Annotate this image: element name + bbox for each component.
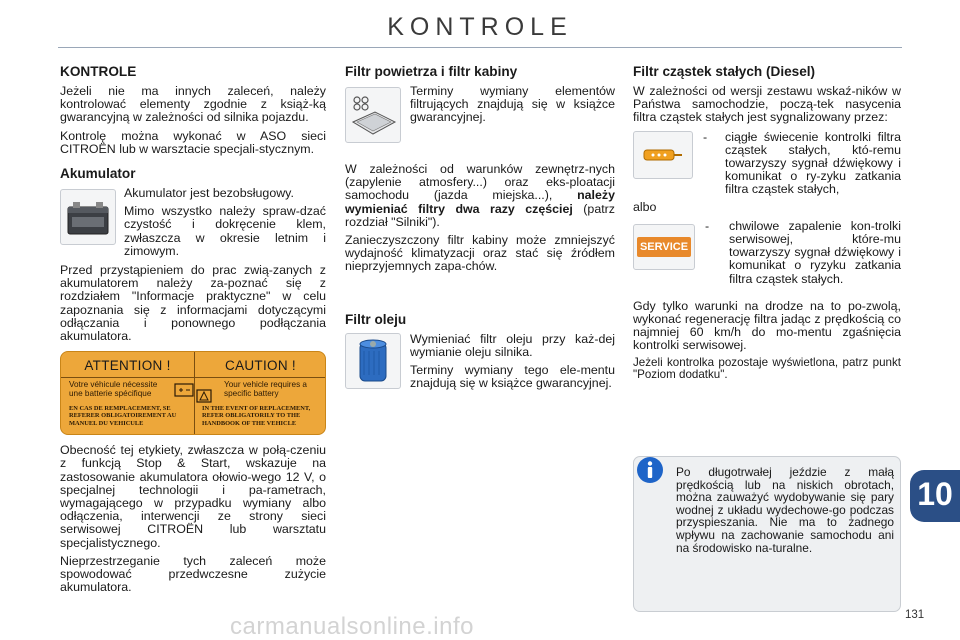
particle-filter-item-2-row [633,220,901,286]
label-left-subtitle: Votre véhicule nécessite une batterie spécifique [69,380,158,399]
section-heading-oil-filter: Filtr oleju [345,311,407,327]
particle-filter-item-1-row [633,131,901,197]
dash-1: - [703,129,708,144]
particle-filter-item-1: ciągłe świecenie kontrolki filtra cząstek stałych, któ-remu towarzyszy sygnał dźwiękowy i komunikat o ry-zyku zatkania filtra cząstek stałych, [725,129,901,197]
section-heading-air-filter: Filtr powietrza i filtr kabiny [345,64,518,79]
battery-paragraph-2: Mimo wszystko należy spraw-dzać czystość i dokręcenie klem, zwłaszcza w okresie letnim i zimowym. [124,204,326,258]
air-filter-figure-row [345,85,615,143]
battery-warning-label [60,351,326,435]
albo-text: albo [633,199,657,214]
oil-filter-paragraph-1: Wymieniać filtr oleju przy każ-dej wymianie oleju silnika. [410,331,615,359]
particle-filter-paragraph-2: Gdy tylko warunki na drodze na to po-zwolą, wykonać regenerację filtra jadąc z prędkością co najmniej 60 km/h do mo-mentu zgaśnięcia kontrolki serwisowej. [633,298,901,353]
dash-2: - [705,218,710,233]
particle-filter-item-2: chwilowe zapalenie kon-trolki serwisowej, które-mu towarzyszy sygnał dźwiękowy i komunikat o ryzyku zatkania filtra cząstek stałych. [729,218,901,286]
air-filter-paragraph-3: Zanieczyszczony filtr kabiny może zmniejszyć wydajność klimatyzacji oraz stać się źródłem nieprzyjemnych zapa-chów. [345,233,615,274]
label-right-title: CAUTION ! [225,358,296,374]
intro-paragraph-2: Kontrolę można wykonać w ASO sieci CITROËN lub w warsztacie specjali-stycznym. [60,128,326,156]
label-explanation-paragraph: Obecność tej etykiety, zwłaszcza w połą-czeniu z funkcją Stop & Start, wskazuje na zastosowanie akumulatora ołowio-wego 12 V, o specjalnej technologii i pa-rametrach, wymagającego w przypadku wymiany albo odłączenia, interwencji ze strony sieci serwisowej CITROËN lub warsztatu specjalistycznego. [60,443,326,550]
label-left-caps: EN CAS DE REMPLACEMENT, SE REFERER OBLIGATOIREMENT AU MANUEL DU VEHICULE [69,405,177,427]
particle-filter-paragraph-3: Jeżeli kontrolka pozostaje wyświetlona, patrz punkt "Poziom dodatku". [633,355,901,382]
column-3 [633,64,901,382]
header-rule [58,47,902,48]
section-heading-kontrole: KONTROLE [60,64,137,79]
info-icon [636,456,664,484]
info-text: Po długotrwałej jeździe z małą prędkością lub na niskich obrotach, można zauważyć wydobywanie się pary wodnej z układu wydechowe-go podczas przyspieszania. Nie ma to żadnego wpływu na zachowanie samochodu ani na środowisko na-turalne. [676,465,894,555]
column-2 [345,64,615,390]
page-header [0,0,960,52]
column-1 [60,64,326,594]
label-left-title: ATTENTION ! [84,358,171,374]
section-heading-particle-filter: Filtr cząstek stałych (Diesel) [633,64,816,79]
page-title: KONTROLE [387,13,573,41]
oil-filter-icon [345,333,401,389]
air-filter-icon [345,87,401,143]
battery-figure-row [60,187,326,258]
battery-symbol-icon [173,382,215,404]
battery-paragraph-3: Przed przystąpieniem do prac zwią-zanych z akumulatorem należy za-poznać się z rozdziałem "Informacje praktyczne" w celu zapoznania się z informacjami dotyczącymi odłączania i ponownego podłączania akumulatora. [60,263,326,344]
particle-filter-paragraph-1: W zależności od wersji zestawu wskaź-ników w Państwa samochodzie, począ-tek nasycenia filtra cząstek stałych jest sygnalizowany przez: [633,84,901,125]
air-filter-paragraph-1: Terminy wymiany elementów filtrujących znajdują się w książce gwarancyjnej. [410,84,615,125]
label-right-caps: IN THE EVENT OF REPLACEMENT, REFER OBLIGATORILY TO THE HANDBOOK OF THE VEHICLE [202,405,311,427]
label-right-subtitle: Your vehicle requires a specific battery [224,380,307,399]
battery-paragraph-1: Akumulator jest bezobsługowy. [124,186,294,201]
page-number: 131 [905,609,925,621]
air-filter-paragraph-2: W zależności od warunków zewnętrz-nych (zapylenie atmosfery...) oraz eks-ploatacji samochodu (jazda miejska...), należy wymieniać filtry dwa razy częściej (patrz rozdział "Silniki"). [345,162,615,229]
oil-filter-paragraph-2: Terminy wymiany tego ele-mentu znajdują się w książce gwarancyjnej. [410,363,615,391]
battery-warning-paragraph: Nieprzestrzeganie tych zaleceń może spowodować przedwczesne zużycie akumulatora. [60,553,326,595]
oil-filter-figure-row [345,333,615,391]
chapter-number: 10 [917,476,953,512]
intro-paragraph-1: Jeżeli nie ma innych zaleceń, należy kontrolować elementy zgodnie z książ-ką gwarancyjną w zależności od silnika pojazdu. [60,84,326,125]
watermark: carmanualsonline.info [230,613,474,640]
service-warning-icon [633,224,695,270]
particle-filter-warning-icon [633,131,693,179]
battery-icon [60,189,116,245]
service-badge: SERVICE [637,237,691,257]
section-heading-battery: Akumulator [60,166,136,182]
